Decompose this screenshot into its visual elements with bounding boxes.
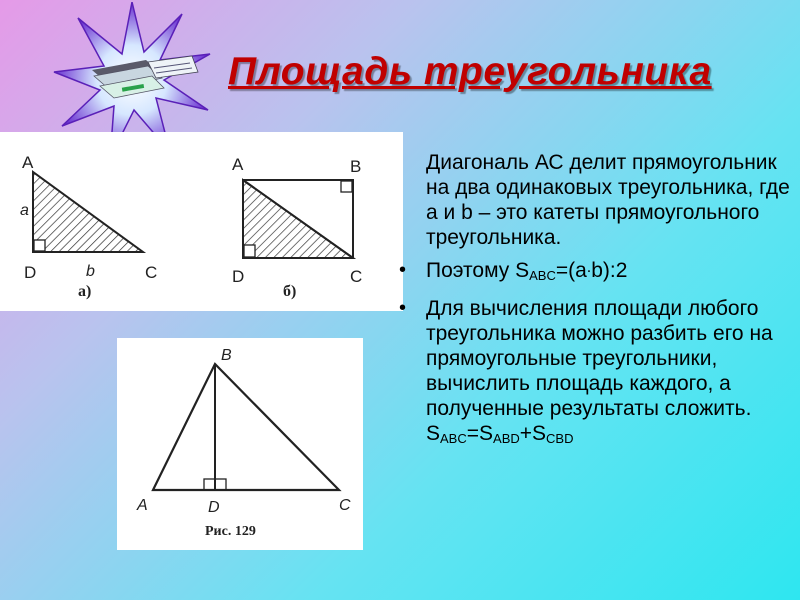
bullet-method: [395, 296, 800, 451]
label-a-base: A: [137, 497, 148, 514]
figure-right-triangles: [0, 132, 403, 311]
formula-mid: =(a: [555, 259, 587, 282]
subscript-abc: ABC: [529, 268, 556, 283]
formula-prefix: Поэтому S: [426, 259, 530, 282]
label-b-apex: B: [221, 347, 232, 364]
triangle-abc: [153, 364, 339, 490]
label-c-vertex-rect: C: [350, 267, 363, 286]
caption-a: а): [78, 283, 92, 300]
figure-triangle-altitude: [117, 338, 363, 550]
slide-title: Площадь треугольника: [228, 50, 712, 93]
formula-equals: =S: [466, 422, 494, 445]
label-leg-b: b: [86, 263, 95, 280]
text-block: [395, 150, 800, 459]
label-d-foot: D: [208, 499, 220, 516]
subscript-abc-2: ABC: [440, 431, 467, 446]
subscript-cbd: CBD: [546, 431, 574, 446]
label-c-vertex: C: [145, 263, 158, 282]
formula-suffix: b):2: [591, 259, 628, 282]
label-a-vertex-rect: A: [232, 155, 244, 174]
paragraph-diagonal: Диагональ АС делит прямоугольник на два одинаковых треугольника, где a и b – это катеты прямоугольного треугольника.: [426, 151, 790, 249]
label-a-vertex: A: [22, 153, 34, 172]
subscript-abd: ABD: [493, 431, 520, 446]
hatched-triangle-left: [33, 172, 143, 252]
formula-plus: +S: [519, 422, 547, 445]
multiplication-dot: .: [586, 259, 592, 276]
method-text: Для вычисления площади любого треугольника можно разбить его на прямоугольные треугольники, вычислить площадь каждого, а полученные результаты сложить. S: [426, 297, 773, 445]
caption-b: б): [283, 283, 297, 300]
label-leg-a: a: [20, 202, 29, 219]
figure-caption: Рис. 129: [205, 524, 256, 539]
label-d-vertex: D: [24, 263, 37, 282]
bullet-formula: [395, 258, 800, 288]
label-c-base: C: [339, 497, 351, 514]
label-b-vertex-rect: B: [350, 157, 362, 176]
label-d-vertex-rect: D: [232, 267, 245, 286]
